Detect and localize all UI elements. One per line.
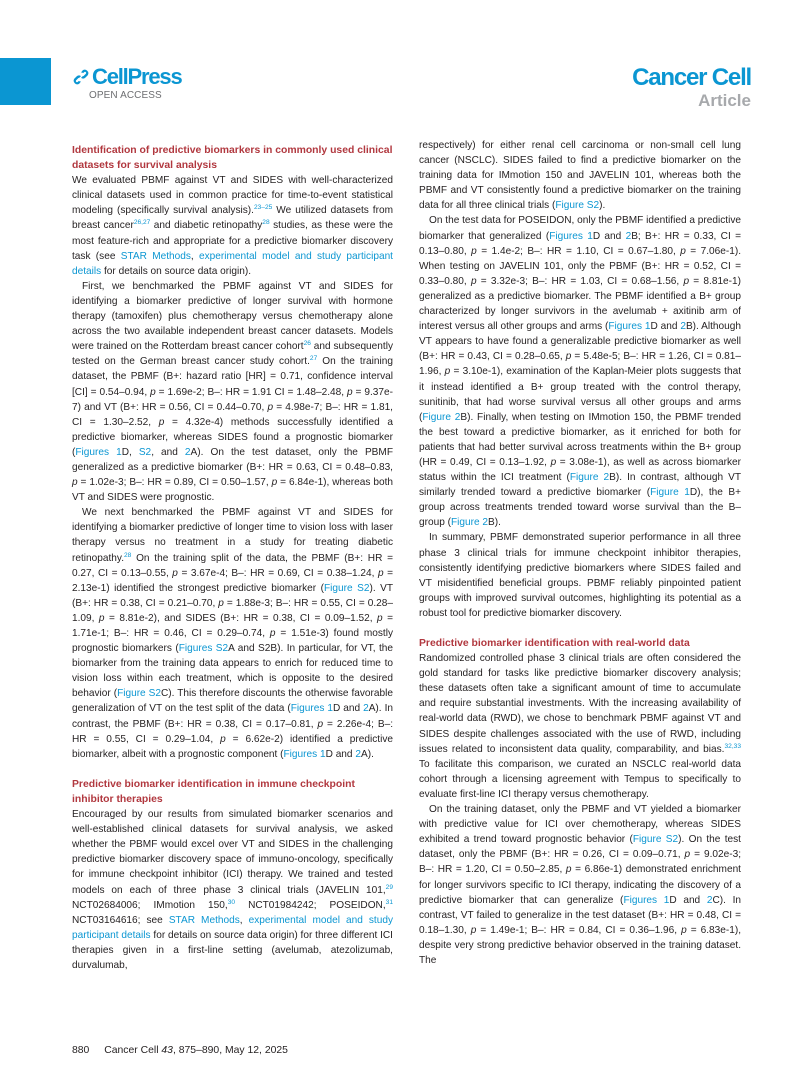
text-run: A). In contrast, the PBMF (B+: HR = 0.38, CI = 0.17–0.81, [72,703,393,730]
paragraph [419,802,741,968]
right-column [419,138,741,968]
text-run: B). Finally, when testing on IMmotion 150, the PBMF trended the best toward a predictive biomarker, as it enriched for both for patients that had better survival across treatments within the B+ group (HR = 0.49, CI = 0.13–1.92, [419,411,741,468]
cross-reference-link[interactable]: Figures 1 [608,321,651,333]
text-run: ). VT (B+: HR = 0.38, CI = 0.21–0.70, [72,582,394,609]
text-run: B; B+: HR = 0.33, CI = 0.13–0.80, [419,230,741,257]
footer-volume: 43 [161,1045,173,1056]
text-run: B). [488,517,501,529]
text-run: A and S2B). In particular, for VT, the biomarker from the training data appears to enrich for reduced time to vision loss within each treatment, which is opposite to the desired behavior ( [72,643,393,700]
text-run: respectively) for either renal cell carcinoma or non-small cell lung cancer (NSCLC). SIDES failed to find a predictive biomarker on the training data for IMmotion 150 and JAVELIN 101, whereas both the PBMF and VT consistently found a predictive biomarker on the training data for all three clinical trials ( [419,140,741,212]
italic-symbol: p [346,386,353,398]
citation-reference-link[interactable]: 26,27 [133,219,151,227]
paragraph [72,279,393,505]
citation-reference-link[interactable]: 28 [124,551,132,559]
cross-reference-link[interactable]: Figures 1 [549,230,593,242]
text-run: = 6.62e-2) identified a predictive biomarker, albeit with a prognostic component ( [72,733,394,760]
cross-reference-link[interactable]: 2 [184,446,191,458]
text-run: C). In contrast, VT failed to generalize in the test dataset (B+: HR = 0.48, CI = 0.18–1.30, [419,894,741,936]
paragraph [72,505,393,762]
page-footer [72,1045,288,1056]
italic-symbol: p [269,628,276,639]
citation-reference-link[interactable]: 28 [262,219,270,227]
text-run: ). [599,200,606,212]
text-run: NCT03164616; see [72,914,169,926]
text-run: and subsequently tested on the German breast cancer study cohort. [72,341,393,368]
text-run: = 6.83e-1), despite very strong predictive behavior observed in the training dataset. The [419,924,742,966]
text-run: On the training dataset, only the PBMF and VT yielded a biomarker with predictive value for ICI over chemotherapy, whereas SIDES exhibited a trend toward prognostic behavior ( [419,804,741,846]
text-run: = 1.69e-2; B–: HR = 1.91 CI = 1.48–2.48, [155,386,347,398]
text-run: = 9.02e-3; B–: HR = 1.20, CI = 0.50–2.85, [419,849,741,876]
italic-symbol: p [98,612,105,624]
text-run: = 1.4e-2; B–: HR = 1.10, CI = 0.67–1.80, [476,245,681,257]
cross-reference-link[interactable]: Figure 2 [569,472,610,484]
text-run: NCT01984242; POSEIDON, [235,899,386,911]
paragraph [72,173,393,279]
cross-reference-link[interactable]: 2 [355,748,361,760]
paragraph [72,807,393,973]
text-run: On the training split of the data, the PBMF (B+: HR = 0.27, CI = 0.13–0.55, [72,552,393,579]
text-run: = 1.51e-3) found mostly prognostic biomarkers ( [72,628,393,655]
section-gap [72,762,393,777]
paragraph [419,651,741,802]
text-run: = 8.81e-1) generalized as a predictive biomarker. The PBMF identified a B+ group characterized by longer survivors in the avelumab + axitinib arm of interest versus all other groups and arms ( [419,275,742,333]
cross-reference-link[interactable]: Figure S2 [555,200,600,212]
cross-reference-link[interactable]: experimental model and study participant details [72,250,393,277]
text-run: and diabetic retinopathy [150,220,263,232]
journal-header [600,66,751,110]
page-number: 880 [72,1045,90,1056]
text-run: = 9.37e-7) and VT (B+: HR = 0.56, CI = 0.44–0.70, [72,386,393,413]
section-heading: Predictive biomarker identification with real-world data [419,638,690,649]
citation-reference-link[interactable]: 26 [303,340,311,348]
text-run: First, we benchmarked the PBMF against VT and SIDES for identifying a biomarker predictive of longer survival with hormone therapy (tamoxifen) plus chemotherapy versus chemotherapy alone across the two available independent breast cancer datasets. Models were trained on the Rotterdam breast cancer cohort [72,280,393,353]
text-run: D), the B+ group across treatments trended toward worse survival than the B– group ( [419,487,741,529]
article-type: Article [698,91,751,110]
journal-name: Cancer Cell [632,64,751,91]
cross-reference-link[interactable]: Figures 1 [290,703,333,715]
text-run: , and [151,446,185,458]
footer-citation: , 875–890, May 12, 2025 [172,1045,288,1056]
italic-symbol: p [684,849,691,861]
paragraph [419,138,741,213]
text-run: = 1.88e-3; B–: HR = 0.55, CI = 0.28–1.09, [72,597,393,624]
text-run: B). In contrast, although VT similarly trended toward a predictive biomarker ( [419,472,742,499]
text-run: for details on source data origin). [101,265,251,277]
text-run: = 4.98e-7; B–: HR = 1.81, CI = 1.30–2.52, [72,401,393,428]
text-run: We next benchmarked the PBMF against VT and SIDES for identifying a biomarker predictive of longer time to vision loss with laser therapy versus no treatment in a study for treating diabetic retinopathy. [72,507,393,564]
paragraph [419,530,741,621]
text-run: D and [332,703,364,715]
citation-reference-link[interactable]: 23–25 [253,204,273,212]
text-run: In summary, PBMF demonstrated superior performance in all three phase 3 clinical trials for immune checkpoint inhibitor therapies, consistently identifying predictive biomarkers where SIDES failed and VT misidentified beneficial groups. PBMF reliably pinpointed patient groups with improved survival outcomes, highlighting its potential as a robust tool for predictive biomarker discovery. [419,532,741,619]
text-run: D and [650,321,681,333]
text-run: = 2.26e-4; B–: HR = 0.55, CI = 0.29–1.04, [72,718,393,745]
cross-reference-link[interactable]: Figures 1 [623,894,670,906]
italic-symbol: p [377,567,384,579]
cross-reference-link[interactable]: experimental model and study participant details [72,914,394,941]
text-run: , [190,250,200,262]
italic-symbol: p [565,864,572,876]
publisher-name: CellPress [92,64,182,89]
journal-color-tab [0,58,51,105]
italic-symbol: p [470,275,477,287]
italic-symbol: p [150,386,156,398]
text-run: = 3.67e-4; B–: HR = 0.69, CI = 0.38–1.24, [177,567,378,579]
italic-symbol: p [565,351,572,363]
text-run: , [239,914,249,926]
cross-reference-link[interactable]: S2 [138,446,152,458]
citation-reference-link[interactable]: 32,33 [724,742,741,750]
section-heading: Identification of predictive biomarkers in commonly used clinical datasets for survival analysis [72,145,393,172]
text-run: NCT02684006; IMmotion 150, [72,899,228,911]
cross-reference-link[interactable]: 2 [363,703,369,715]
italic-symbol: p [471,245,477,257]
text-run: To facilitate this comparison, we curated an NSCLC real-world data cohort through a licensing agreement with Tempus to specifically to evaluate first-line ICI therapy versus chemotherapy. [419,758,741,800]
cross-reference-link[interactable]: STAR Methods [168,914,240,926]
text-run: Encouraged by our results from simulated biomarker scenarios and well-established clinical datasets for survival analysis, we asked whether the PBMF would excel over VT and SIDES in the challenging predictive biomarker discovery space of immuno-oncology, specifically for immune checkpoint inhibitor (ICI) therapy. We trained and tested models on each of three phase 3 clinical trials (JAVELIN 101, [72,809,393,896]
cross-reference-link[interactable]: Figure S2 [117,688,161,700]
italic-symbol: p [681,924,687,936]
cross-reference-link[interactable]: Figure S2 [323,582,370,594]
text-run: B). Although VT appears to have found a generalizable predictive biomarker as well (B+: HR = 0.43, CI = 0.28–0.65, [419,321,741,363]
publisher-logo[interactable] [72,66,182,101]
text-run: = 2.13e-1) identified the strongest predictive biomarker ( [72,567,393,594]
italic-symbol: p [444,366,451,378]
italic-symbol: p [220,733,226,745]
italic-symbol: p [550,456,557,468]
text-run: = 7.06e-1). When testing on JAVELIN 101, only the PBMF (B+: HR = 0.52, CI = 0.33–0.80, [419,245,742,287]
cross-reference-link[interactable]: Figure S2 [632,834,679,846]
open-access-label: OPEN ACCESS [89,90,162,101]
text-run: Randomized controlled phase 3 clinical trials are often considered the gold standard for tasks like predictive biomarker discovery analysis; these datasets often take a significant amount of time to accumulate and require substantial investments. With the increasing availability of real-world data (RWD), we chose to benchmark PBMF against VT and SIDES despite challenges associated with the use of RWD, including issues related to inconsistent data quality, comparability, and bias. [419,653,741,755]
text-run: = 3.08e-1), as well as across biomarker status within the ICI treatment ( [419,456,741,484]
text-run: = 3.10e-1), examination of the Kaplan-Meier plots suggests that it instead identified a B+ group treated with the control therapy, sunitinib, that had worse survival versus all other groups and arms ( [419,366,741,423]
text-run: = 6.86e-1) demonstrated enrichment for longer survivors specific to ICI therapy, indicating the discovery of a predictive biomarker that can generalize ( [419,864,741,906]
footer-journal: Cancer Cell [104,1045,162,1056]
italic-symbol: p [683,275,690,287]
italic-symbol: p [267,401,274,413]
text-run: = 4.32e-4) methods successfully identified a predictive biomarker, whereas SIDES found a prognostic biomarker ( [72,416,393,458]
text-run: = 1.71e-1; B–: HR = 0.46, CI = 0.29–0.74, [72,612,393,639]
text-run: A). [360,748,374,760]
italic-symbol: p [158,416,165,428]
text-run: We evaluated PBMF against VT and SIDES with well-characterized clinical datasets used in common practice for time-to-event statistical modeling (specifically survival analysis). [72,175,393,217]
text-run: C). This therefore discounts the otherwise favorable generalization of VT on the test split of the data ( [72,688,393,715]
text-run: for details on source data origin) for three different ICI therapies given in a first-line setting (avelumab, atezolizumab, durvalumab, [72,929,393,971]
text-run: On the training dataset, the PBMF (B+: hazard ratio [HR] = 0.71, confidence interval [CI] = 0.54–0.94, [72,356,394,398]
text-run: On the test data for POSEIDON, only the PBMF identified a predictive biomarker that generalized ( [419,215,741,242]
citation-reference-link[interactable]: 30 [227,898,236,906]
text-run: studies, as these were the most feature-rich and appropriate for a predictive biomarker discovery task (see [72,220,393,262]
cross-reference-link[interactable]: 2 [680,321,686,333]
italic-symbol: p [172,567,178,579]
text-run: = 1.02e-3; B–: HR = 0.89, CI = 0.50–1.57, [77,477,272,489]
cross-reference-link[interactable]: Figure 2 [450,517,489,529]
text-run: D and [325,748,356,760]
text-run: D and [592,230,626,242]
text-run: = 8.81e-2), and SIDES (B+: HR = 0.38, CI = 0.09–1.52, [104,612,377,624]
italic-symbol: p [317,718,324,730]
italic-symbol: p [680,245,686,257]
text-run: D and [669,894,707,906]
paragraph [419,213,741,530]
left-column [72,143,393,973]
citation-reference-link[interactable]: 31 [385,898,393,906]
cross-reference-link[interactable]: 2 [625,230,632,242]
section-gap [419,621,741,636]
text-run: A). On the test dataset, only the PBMF generalized as a predictive biomarker (B+: HR = 0.63, CI = 0.48–0.83, [72,446,393,473]
cross-reference-link[interactable]: Figure 2 [422,411,461,423]
text-run: = 6.84e-1), whereas both VT and SIDES were prognostic. [72,477,393,504]
cross-reference-link[interactable]: STAR Methods [120,250,191,262]
cross-reference-link[interactable]: Figure 1 [650,487,690,499]
cross-reference-link[interactable]: Figures 1 [75,446,122,458]
text-run: = 1.49e-1; B–: HR = 0.84, CI = 0.36–1.96, [476,924,682,936]
citation-reference-link[interactable]: 27 [309,355,318,363]
italic-symbol: p [470,924,477,936]
italic-symbol: p [377,612,383,624]
text-run: We utilized datasets from breast cancer [72,205,393,232]
cross-reference-link[interactable]: 2 [706,894,713,906]
text-run: = 5.48e-5; B–: HR = 1.26, CI = 0.81–1.96, [419,351,741,378]
italic-symbol: p [271,477,278,489]
cross-reference-link[interactable]: Figures 1 [283,748,326,760]
section-heading: Predictive biomarker identification in immune checkpoint inhibitor therapies [72,778,355,805]
cross-reference-link[interactable]: Figures S2 [178,643,229,655]
italic-symbol: p [72,477,78,489]
citation-reference-link[interactable]: 29 [385,883,393,891]
italic-symbol: p [218,597,224,609]
text-run: D, [121,446,139,458]
text-run: = 3.32e-3; B–: HR = 1.03, CI = 0.68–1.56, [476,275,684,287]
cellpress-logo-icon [72,68,90,86]
text-run: ). On the test dataset, only the PBMF (B+: HR = 0.26, CI = 0.09–0.71, [419,834,741,861]
